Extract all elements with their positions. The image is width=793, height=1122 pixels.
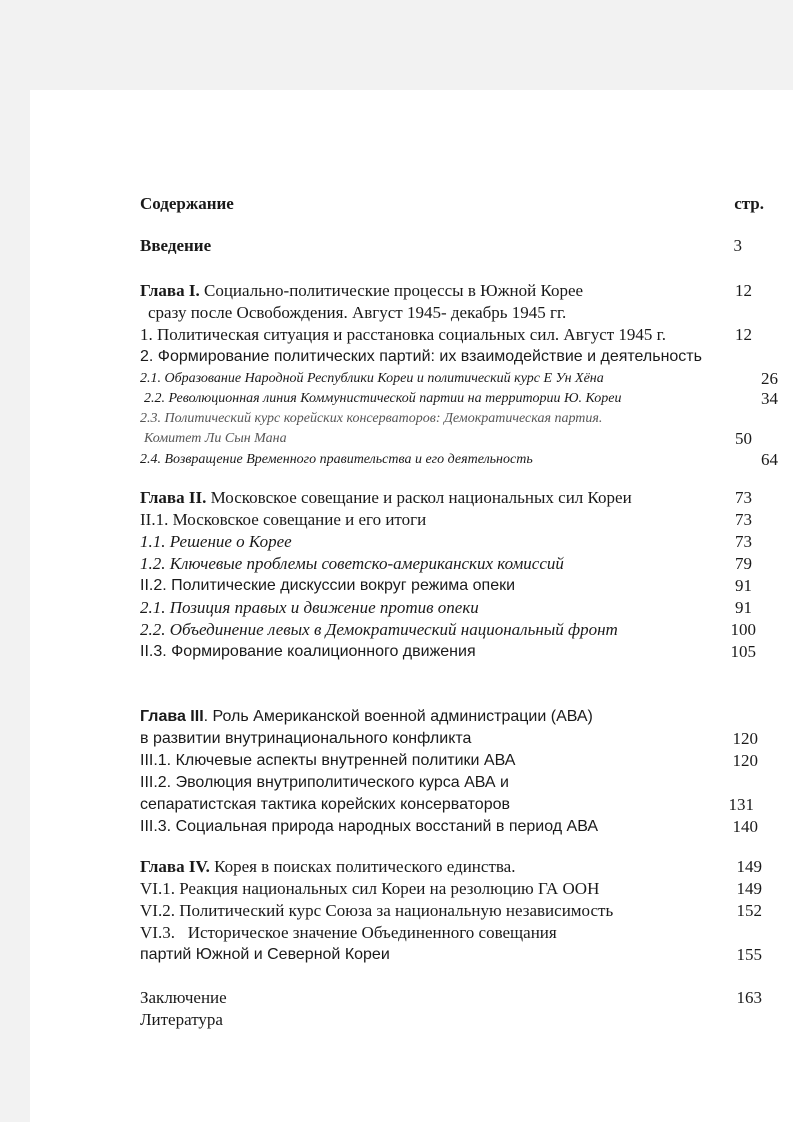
toc-entry-page: 91 <box>735 576 752 595</box>
toc-entry-page: 12 <box>735 325 752 344</box>
page-column-header: стр. <box>734 194 764 213</box>
toc-chapter-2[interactable] <box>0 487 793 509</box>
toc-entry-label: 1. Политическая ситуация и расстановка социальных сил. Август 1945 г. <box>140 325 666 344</box>
toc-entry-literature[interactable] <box>0 1009 793 1031</box>
toc-entry-label: 2.1. Образование Народной Республики Кореи и политический курс Е Ун Хёна <box>140 371 604 386</box>
toc-entry-page: 149 <box>736 879 762 898</box>
toc-section-4-1[interactable] <box>0 878 793 900</box>
toc-chapter-title <box>140 706 593 728</box>
toc-entry-page: 120 <box>732 729 758 748</box>
toc-entry-label: Заключение <box>140 988 227 1007</box>
toc-section-3-3[interactable] <box>0 816 793 838</box>
toc-entry-label: II.3. Формирование коалиционного движения <box>140 643 476 660</box>
toc-entry-label: VI.2. Политический курс Союза за национальную независимость <box>140 901 614 920</box>
toc-entry-label: 2. Формирование политических партий: их взаимодействие и деятельность <box>140 348 702 365</box>
toc-entry-label: 2.3. Политический курс корейских консерваторов: Демократическая партия. <box>140 411 603 426</box>
toc-entry-label: 1.2. Ключевые проблемы советско-американских комиссий <box>140 554 564 573</box>
toc-entry-page: 140 <box>732 817 758 836</box>
toc-entry-page: 149 <box>736 857 762 876</box>
toc-chapter-title-cont: в развитии внутринационального конфликта <box>140 730 472 747</box>
toc-entry-intro[interactable] <box>0 235 793 257</box>
toc-entry-label: 2.1. Позиция правых и движение против опеки <box>140 598 479 617</box>
toc-entry-label: Литература <box>140 1010 223 1029</box>
chapter-title-text: . Роль Американской военной администрации (АВА) <box>203 708 593 725</box>
toc-section-3-2[interactable] <box>0 772 793 794</box>
toc-subsection-1-2-4[interactable] <box>0 449 793 471</box>
toc-entry-label: III.1. Ключевые аспекты внутренней политики АВА <box>140 752 516 769</box>
toc-entry-label: 2.2. Объединение левых в Демократический национальный фронт <box>140 620 618 639</box>
toc-subsection-2-2-2[interactable] <box>0 619 793 641</box>
toc-entry-label: III.3. Социальная природа народных восстаний в период АВА <box>140 818 599 835</box>
toc-subsection-1-2-2[interactable] <box>0 388 793 410</box>
toc-section-1-1[interactable] <box>0 324 793 346</box>
toc-section-2-3[interactable] <box>0 641 793 663</box>
toc-entry-page: 26 <box>761 369 778 388</box>
toc-subsection-2-1-1[interactable] <box>0 531 793 553</box>
toc-section-3-2-cont <box>0 794 793 816</box>
toc-entry-page: 3 <box>733 236 742 255</box>
toc-subsection-1-2-1[interactable] <box>0 368 793 390</box>
toc-entry-label: Введение <box>140 236 212 255</box>
toc-entry-page: 34 <box>761 389 778 408</box>
toc-subsection-2-1-2[interactable] <box>0 553 793 575</box>
toc-entry-label: VI.1. Реакция национальных сил Кореи на резолюцию ГА ООН <box>140 879 600 898</box>
toc-entry-page: 155 <box>736 945 762 964</box>
toc-chapter-4[interactable] <box>0 856 793 878</box>
toc-chapter-1-cont <box>0 302 793 324</box>
chapter-prefix: Глава III <box>140 708 204 725</box>
toc-chapter-title <box>140 280 583 302</box>
toc-section-1-2[interactable] <box>0 346 793 368</box>
toc-entry-label: VI.3. Историческое значение Объединенного совещания <box>140 923 557 942</box>
toc-entry-conclusion[interactable] <box>0 987 793 1009</box>
toc-entry-label-cont: Комитет Ли Сын Мана <box>144 431 287 446</box>
toc-subsection-1-2-3[interactable] <box>0 408 793 430</box>
chapter-title-text: Московское совещание и раскол национальных сил Кореи <box>206 488 632 507</box>
toc-section-3-1[interactable] <box>0 750 793 772</box>
chapter-title-text: Социально-политические процессы в Южной Корее <box>199 281 584 300</box>
toc-entry-page: 12 <box>735 281 752 300</box>
toc-chapter-title <box>140 856 515 878</box>
toc-entry-page: 50 <box>735 429 752 448</box>
toc-chapter-3-cont <box>0 728 793 750</box>
toc-entry-label: 1.1. Решение о Корее <box>140 532 292 551</box>
chapter-title-text: Корея в поисках политического единства. <box>209 857 516 876</box>
toc-entry-label: II.1. Московское совещание и его итоги <box>140 510 427 529</box>
toc-section-2-1[interactable] <box>0 509 793 531</box>
toc-section-2-2[interactable] <box>0 575 793 597</box>
toc-chapter-title <box>140 487 632 509</box>
toc-entry-label-cont: партий Южной и Северной Кореи <box>140 946 390 963</box>
chapter-prefix: Глава IV. <box>140 857 210 876</box>
toc-entry-page: 73 <box>735 510 752 529</box>
toc-entry-label: 2.4. Возвращение Временного правительства и его деятельность <box>140 452 533 467</box>
toc-entry-page: 100 <box>730 620 756 639</box>
toc-subsection-1-2-3-cont <box>0 428 793 450</box>
toc-heading: Содержание <box>140 194 234 213</box>
toc-entry-page: 73 <box>735 532 752 551</box>
toc-entry-page: 79 <box>735 554 752 573</box>
toc-entry-label: 2.2. Революционная линия Коммунистической партии на территории Ю. Кореи <box>144 391 622 406</box>
toc-chapter-3[interactable] <box>0 706 793 728</box>
toc-section-4-2[interactable] <box>0 900 793 922</box>
toc-section-4-3[interactable] <box>0 922 793 944</box>
toc-entry-page: 73 <box>735 488 752 507</box>
chapter-prefix: Глава I. <box>140 281 200 300</box>
toc-entry-page: 152 <box>736 901 762 920</box>
chapter-prefix: Глава II. <box>140 488 207 507</box>
toc-entry-label: III.2. Эволюция внутриполитического курса АВА и <box>140 774 509 791</box>
toc-entry-page: 163 <box>736 988 762 1007</box>
toc-entry-page: 91 <box>735 598 752 617</box>
toc-chapter-1[interactable] <box>0 280 793 302</box>
toc-entry-page: 120 <box>732 751 758 770</box>
toc-entry-label-cont: сепаратистская тактика корейских консерваторов <box>140 796 510 813</box>
toc-subsection-2-2-1[interactable] <box>0 597 793 619</box>
toc-entry-label: II.2. Политические дискуссии вокруг режима опеки <box>140 577 516 594</box>
toc-entry-page: 64 <box>761 450 778 469</box>
toc-heading-row <box>0 193 793 215</box>
toc-chapter-title-cont: сразу после Освобождения. Август 1945- декабрь 1945 гг. <box>148 303 567 322</box>
toc-entry-page: 105 <box>730 642 756 661</box>
toc-entry-page: 131 <box>728 795 754 814</box>
toc-section-4-3-cont <box>0 944 793 966</box>
